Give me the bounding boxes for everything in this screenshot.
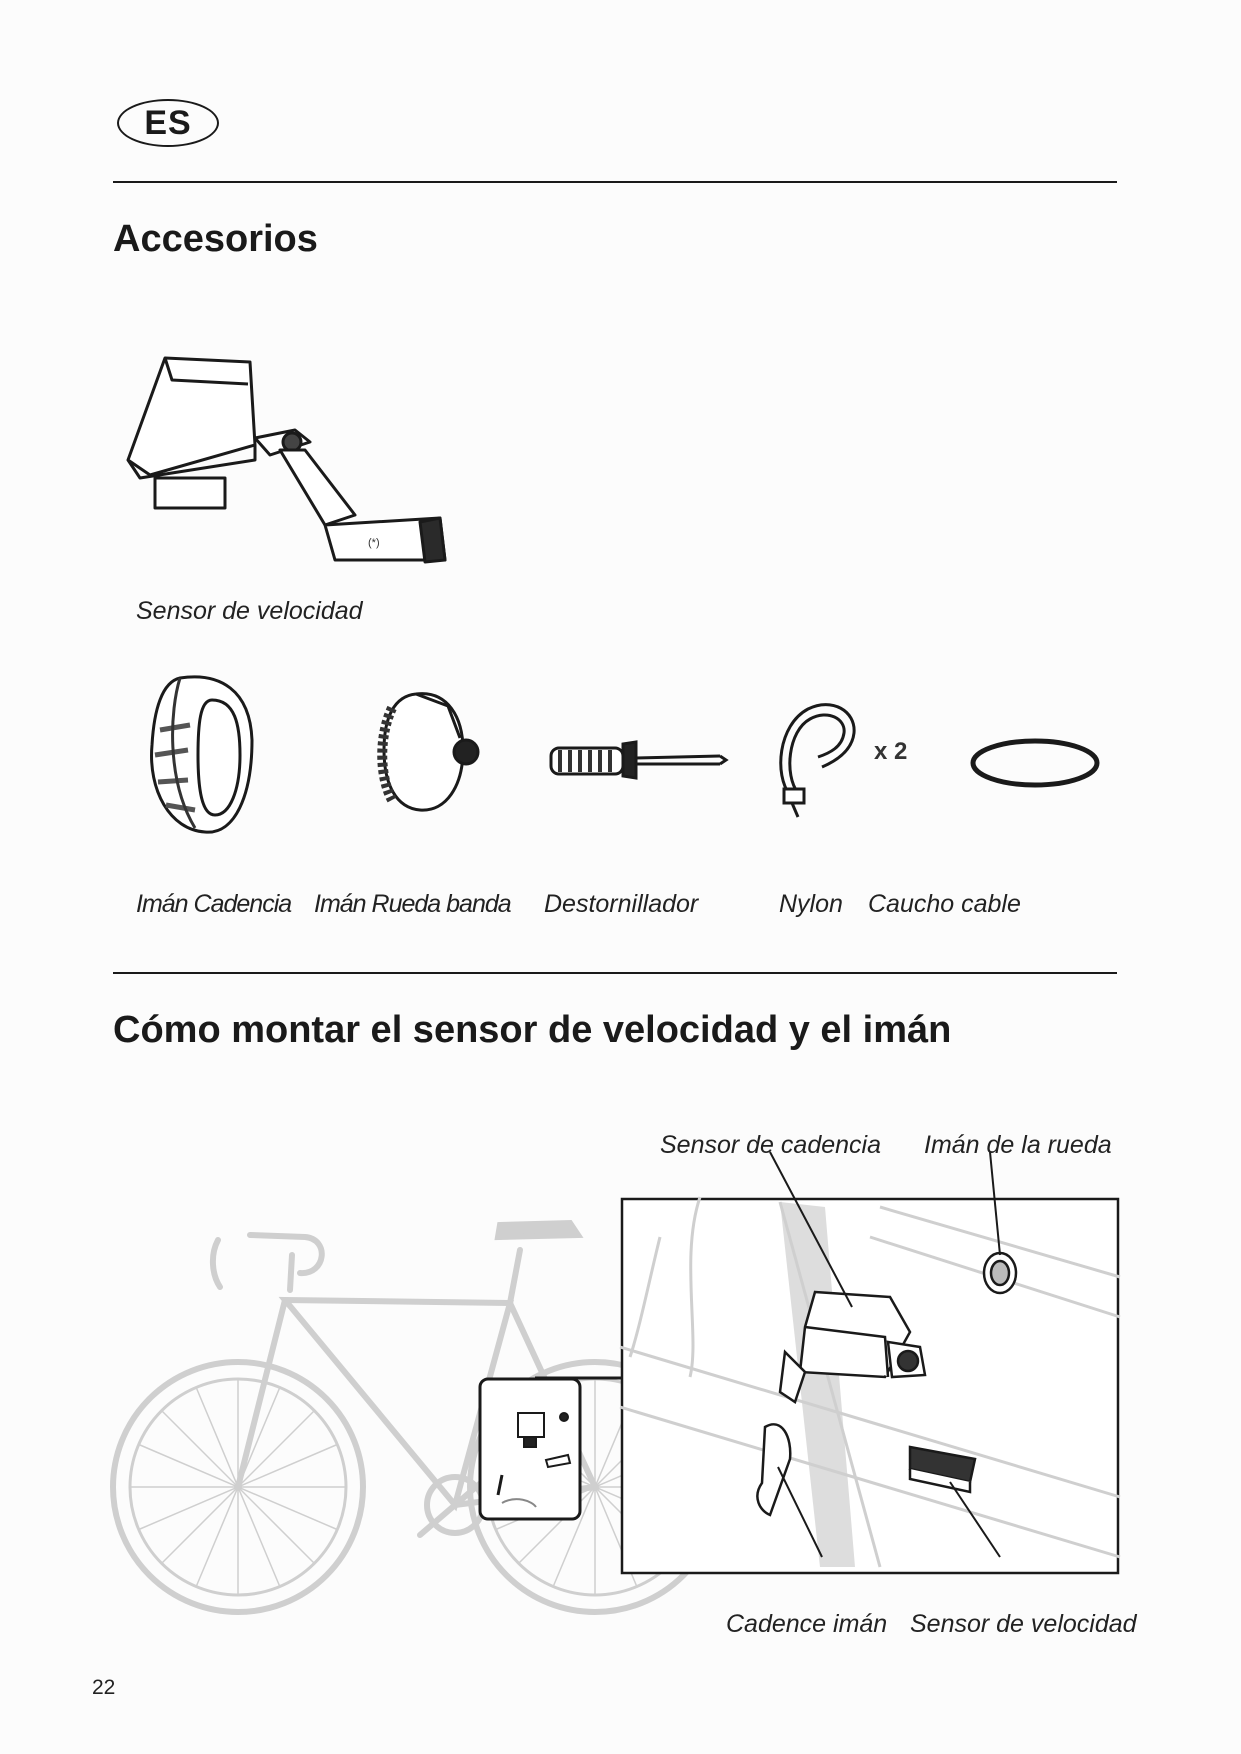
accessory-label-wheel-magnet: Imán Rueda banda: [314, 890, 511, 918]
callout-cadence-magnet: Cadence imán: [726, 1610, 888, 1638]
callout-wheel-magnet: Imán de la rueda: [924, 1131, 1112, 1159]
rubber-band-illustration: [968, 735, 1102, 791]
accessory-label-cadence-magnet: Imán Cadencia: [136, 890, 292, 918]
screwdriver-illustration: [548, 738, 728, 782]
cadence-magnet-illustration: [140, 670, 265, 840]
page-number: 22: [92, 1676, 116, 1699]
svg-text:(*): (*): [368, 537, 380, 549]
callout-cadence-sensor: Sensor de cadencia: [660, 1131, 881, 1159]
speed-sensor-illustration: [120, 350, 460, 575]
sensor-zoom-inset: [476, 1375, 586, 1525]
inset-connector-stub: [535, 1377, 539, 1378]
language-badge: ES: [117, 99, 219, 147]
wheel-magnet-illustration: [378, 688, 488, 816]
speed-sensor-caption: Sensor de velocidad: [136, 597, 363, 625]
accessory-label-nylon: Nylon: [779, 890, 843, 918]
mounting-title: Cómo montar el sensor de velocidad y el imán: [113, 1009, 952, 1051]
zip-tie-illustration: [770, 695, 860, 820]
accessories-title: Accesorios: [113, 218, 318, 260]
zip-tie-quantity: x 2: [874, 738, 908, 765]
inset-connector-line: [535, 1377, 625, 1379]
middle-divider: [113, 972, 1117, 974]
accessory-label-rubber-band: Caucho cable: [868, 890, 1021, 918]
top-divider: [113, 181, 1117, 183]
callout-speed-sensor: Sensor de velocidad: [910, 1610, 1137, 1638]
accessory-label-screwdriver: Destornillador: [544, 890, 699, 918]
sensor-detail-box: [620, 1197, 1120, 1575]
